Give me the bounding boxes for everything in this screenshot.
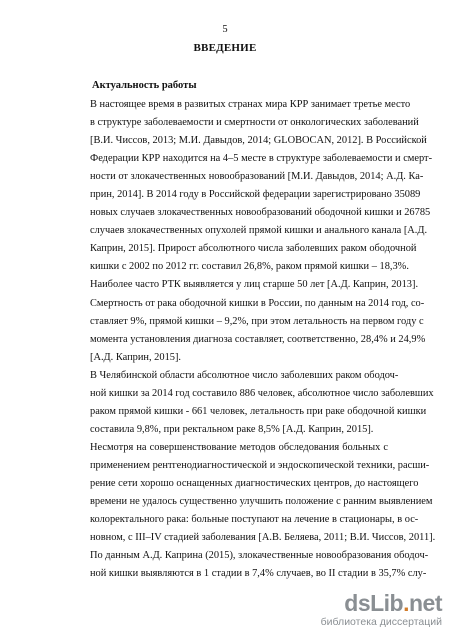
- section-heading: Актуальность работы: [92, 80, 197, 91]
- text-line: В Челябинской области абсолютное число заболевших раком ободоч-: [90, 369, 399, 381]
- text-line: Наиболее часто РТК выявляется у лиц старше 50 лет [А.Д. Каприн, 2013].: [90, 279, 419, 291]
- text-line: случаев злокачественных опухолей прямой кишки и анального канала [А.Д.: [90, 225, 428, 237]
- watermark-logo-main: dsLib: [344, 590, 404, 616]
- watermark-subtitle: библиотека диссертаций: [320, 616, 442, 628]
- text-line: [В.И. Чиссов, 2013; М.И. Давыдов, 2014; GLOBOCAN, 2012]. В Российской: [90, 135, 427, 147]
- watermark-logo: [344, 591, 442, 615]
- text-line: ной кишки выявляются в 1 стадии в 7,4% случаев, во II стадии в 35,7% слу-: [90, 568, 427, 580]
- text-line: колоректального рака: больные поступают на лечение в стационары, в ос-: [90, 514, 419, 526]
- text-line: Каприн, 2015]. Прирост абсолютного числа заболевших раком ободочной: [90, 243, 417, 255]
- text-line: в структуре заболеваемости и смертности от онкологических заболеваний: [90, 117, 419, 129]
- text-line: Смертность от рака ободочной кишки в России, по данным на 2014 год, со-: [90, 297, 425, 309]
- text-line: прин, 2014]. В 2014 году в Российской федерации зарегистрировано 35089: [90, 189, 421, 201]
- text-line: Федерации КРР находится на 4–5 месте в структуре заболеваемости и смерт-: [90, 153, 433, 165]
- chapter-title: ВВЕДЕНИЕ: [193, 42, 257, 54]
- text-line: В настоящее время в развитых странах мира КРР занимает третье место: [90, 99, 411, 110]
- text-line: кишки с 2002 по 2012 гг. составил 26,8%, раком прямой кишки – 18,3%.: [90, 261, 409, 273]
- text-line: применением рентгенодиагностической и эндоскопической техники, расши-: [90, 459, 430, 471]
- text-line: составила 9,8%, при ректальном раке 8,5% [А.Д. Каприн, 2015].: [90, 423, 374, 435]
- text-line: новых случаев злокачественных новообразований ободочной кишки и 26785: [90, 207, 431, 219]
- body-text: [90, 96, 436, 583]
- text-line: Несмотря на совершенствование методов обследования больных с: [90, 441, 388, 453]
- text-line: [А.Д. Каприн, 2015].: [90, 351, 182, 363]
- text-line: рение сети хорошо оснащенных диагностических центров, до настоящего: [90, 477, 419, 489]
- text-line: ной кишки за 2014 год составило 886 человек, абсолютное число заболевших: [90, 387, 434, 399]
- text-line: времени не удалось существенно улучшить положение с ранним выявлением: [90, 496, 433, 508]
- text-line: ности от злокачественных новообразований [М.И. Давыдов, 2014; А.Д. Ка-: [90, 171, 424, 183]
- text-line: раком прямой кишки - 661 человек, летальность при раке ободочной кишки: [90, 405, 427, 417]
- text-line: момента установления диагноза составляет, соответственно, 28,4% и 24,9%: [90, 333, 426, 345]
- watermark: [292, 591, 442, 631]
- page-number: 5: [222, 24, 228, 35]
- watermark-logo-dot: .: [403, 590, 409, 616]
- watermark-logo-tld: net: [409, 590, 442, 616]
- text-line: новном, с III–IV стадией заболевания [А.В. Беляева, 2011; В.И. Чиссов, 2011].: [90, 532, 436, 544]
- text-line: По данным А.Д. Каприна (2015), злокачественные новообразования ободоч-: [90, 550, 429, 562]
- text-line: ставляет 9%, прямой кишки – 9,2%, при этом летальность на первом году с: [90, 315, 424, 327]
